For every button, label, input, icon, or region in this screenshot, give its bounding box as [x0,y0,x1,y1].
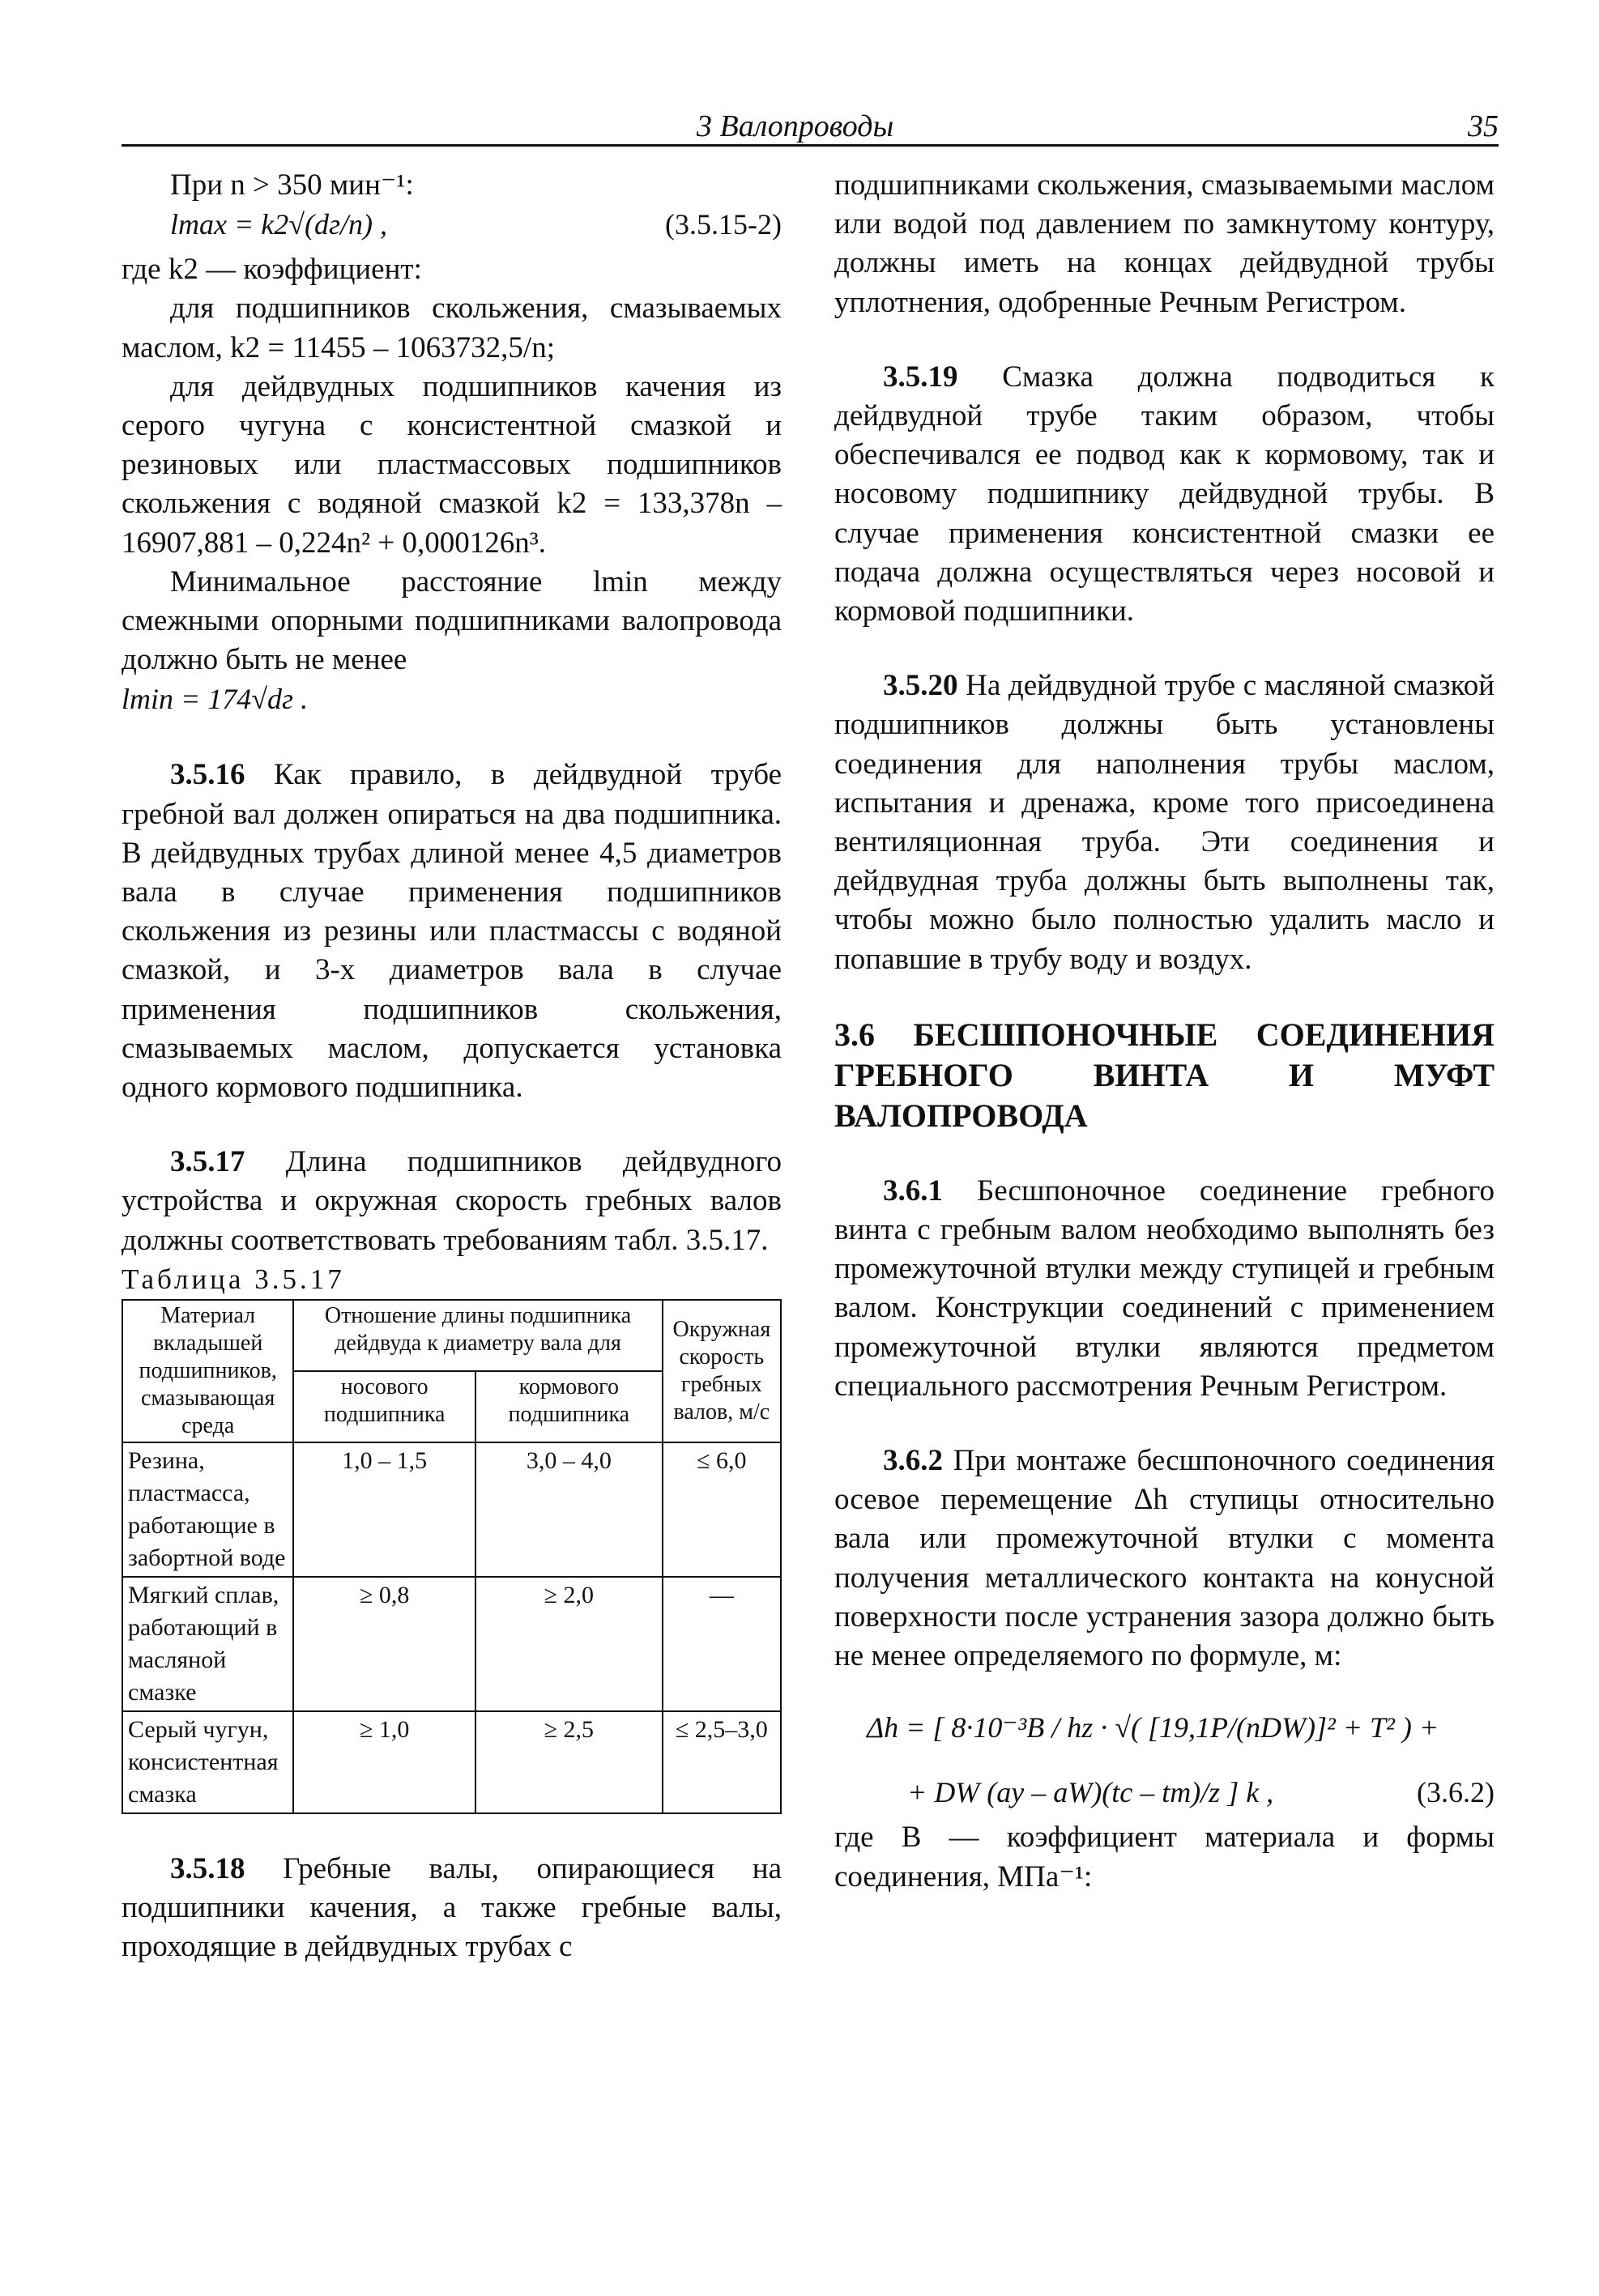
table-row [122,1577,781,1711]
formula-text: lmin = 174√dг . [122,683,309,716]
cell-bow: ≥ 0,8 [293,1577,475,1711]
condition-paragraph: При n > 350 мин⁻¹: [170,168,414,202]
cell-aft: ≥ 2,5 [475,1711,663,1813]
clause-3-5-20 [834,667,1495,979]
formula-3-6-2-line2 [834,1770,1495,1818]
header-aft-bearing: кормового подшипника [475,1371,663,1442]
table-row [122,1711,781,1813]
cell-aft: 3,0 – 4,0 [475,1442,663,1577]
cell-aft: ≥ 2,0 [475,1577,663,1711]
clause-text: Гребные валы, опирающиеся на подшипники качения, а также гребные валы, проходящие в дейдвудных трубах с [122,1852,782,1964]
clause-3-5-17 [122,1143,782,1260]
formula-lmin [122,679,782,720]
clause-3-6-2 [834,1442,1495,1676]
clause-number: 3.5.17 [170,1145,245,1179]
page-number: 35 [1468,109,1499,143]
clause-text: При монтаже бесшпоночного соединения осевое перемещение Δh ступицы относительно вала или промежуточной втулки с момента получения металлического контакта на конусной поверхности после устранения зазора должно быть не менее определяемого по формуле, м: [834,1444,1495,1673]
clause-number: 3.5.16 [170,758,245,792]
clause-text: Длина подшипников дейдвудного устройства и окружная скорость гребных валов должны соответствовать требованиям табл. 3.5.17. [122,1145,782,1257]
table-caption: Таблица 3.5.17 [122,1263,345,1295]
k2-sliding-bearings: для подшипников скольжения, смазываемых маслом, k2 = 11455 – 1063732,5/n; [122,292,782,364]
clause-number: 3.6.2 [883,1444,943,1478]
clause-number: 3.5.18 [170,1852,245,1886]
k2-stern-bearings: для дейдвудных подшипников качения из серого чугуна с консистентной смазкой и резиновых или пластмассовых подшипников скольжения с водяной смазкой k2 = 133,378n – 16907,881 – 0,224n² + 0,000126n³. [122,369,782,560]
running-header [122,104,1499,147]
cell-bow: 1,0 – 1,5 [293,1442,475,1577]
cell-material: Серый чугун, консистентная смазка [122,1711,293,1813]
cell-material: Резина, пластмасса, работающие в забортной воде [122,1442,293,1577]
formula-text: Δh = [ 8·10⁻³B / hz · √( [19,1P/(nDW)]² + T² ) + [867,1711,1439,1744]
min-distance-paragraph: Минимальное расстояние lmin между смежными опорными подшипниками валопровода должно быть не менее [122,564,782,677]
left-column [122,166,782,1967]
table-row [122,1442,781,1577]
clause-3-5-19 [834,358,1495,631]
formula-text: + DW (ay – aW)(tc – tm)/z ] k , [907,1776,1274,1809]
formula-number: (3.5.15-2) [665,208,782,241]
clause-number: 3.5.20 [883,669,958,703]
b-definition: где B — коэффициент материала и формы соединения, МПа⁻¹: [834,1821,1495,1893]
clause-3-5-18 [122,1850,782,1967]
section-heading-3-6: 3.6 БЕСШПОНОЧНЫЕ СОЕДИНЕНИЯ ГРЕБНОГО ВИНТА И МУФТ ВАЛОПРОВОДА [834,1016,1495,1134]
clause-text: Бесшпоночное соединение гребного винта с гребным валом необходимо выполнять без промежуточной втулки между ступицей и гребным валом. Конструкции соединений с применением промежуточной втулки являются предметом специального рассмотрения Речным Регистром. [834,1174,1495,1403]
continued-paragraph: подшипниками скольжения, смазываемыми маслом или водой под давлением по замкнутому контуру, должны иметь на концах дейдвудной трубы уплотнения, одобренные Речным Регистром. [834,168,1495,319]
clause-text: Как правило, в дейдвудной трубе гребной вал должен опираться на два подшипника. В дейдвудных трубах длиной менее 4,5 диаметров вала в случае применения подшипников скольжения из резины или пластмассы с водяной смазкой, и 3-х диаметров вала в случае применения подшипников скольжения, смазываемых маслом, допускается установка одного кормового подшипника. [122,758,782,1105]
formula-text: lmax = k2√(dг/n) , [170,208,388,241]
formula-3-6-2-line1 [834,1692,1495,1770]
cell-speed: ≤ 6,0 [663,1442,781,1577]
k2-definition: где k2 — коэффициент: [122,253,422,287]
formula-number: (3.6.2) [1417,1776,1495,1809]
clause-number: 3.6.1 [883,1174,943,1208]
chapter-title: 3 Валопроводы [697,109,894,143]
clause-3-6-1 [834,1172,1495,1406]
formula-3-5-15-2 [122,205,782,245]
cell-bow: ≥ 1,0 [293,1711,475,1813]
header-ratio: Отношение длины подшипника дейдвуда к диаметру вала для [293,1300,662,1371]
clause-3-5-16 [122,756,782,1107]
cell-speed: — [663,1577,781,1711]
header-bow-bearing: носового подшипника [293,1371,475,1442]
clause-text: На дейдвудной трубе с масляной смазкой подшипников должны быть установлены соединения для наполнения трубы маслом, испытания и дренажа, кроме того присоединена вентиляционная труба. Эти соединения и дейдвудная труба должны быть выполнены так, чтобы можно было полностью удалить масло и попавшие в трубу воду и воздух. [834,669,1495,976]
cell-speed: ≤ 2,5–3,0 [663,1711,781,1813]
header-material: Материал вкладышей подшипников, смазывающая среда [122,1300,293,1442]
bearing-table [122,1299,782,1814]
clause-number: 3.5.19 [883,360,958,394]
right-column [834,166,1495,1897]
clause-text: Смазка должна подводиться к дейдвудной трубе таким образом, чтобы обеспечивался ее подвод как к кормовому, так и носовому подшипнику дейдвудной трубы. В случае применения консистентной смазки ее подача должна осуществляться через носовой и кормовой подшипники. [834,360,1495,628]
cell-material: Мягкий сплав, работающий в масляной смазке [122,1577,293,1711]
header-speed: Окружная скорость гребных валов, м/с [663,1300,781,1442]
